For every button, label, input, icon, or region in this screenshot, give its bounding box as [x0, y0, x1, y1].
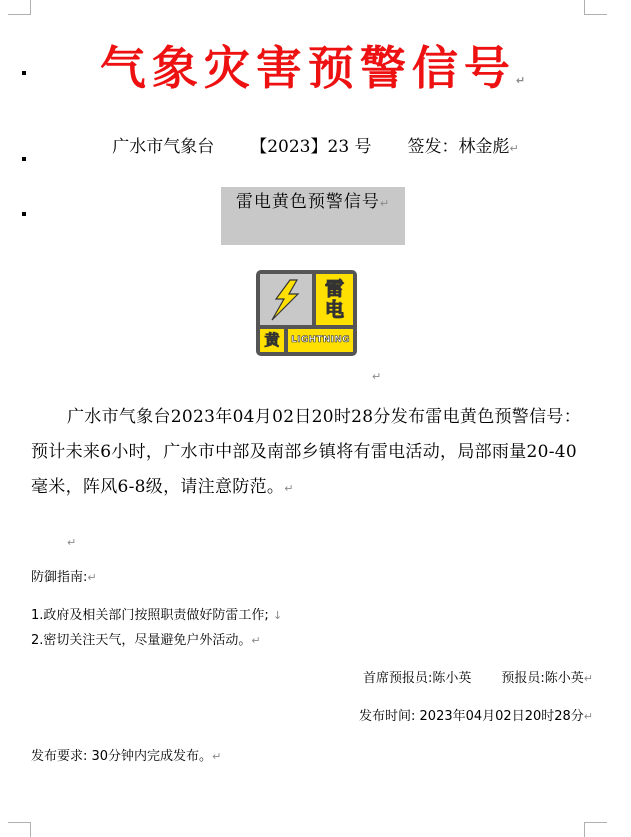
doc-number: 【2023】23 号: [250, 137, 372, 157]
warning-body: 广水市气象台2023年04月02日20时28分发布雷电黄色预警信号：预计未来6小时，广水市中部及南部乡镇将有雷电活动，局部雨量20-40毫米，阵风6-8级，请注意防范。↵: [31, 407, 581, 497]
signal-name-box: 雷电黄色预警信号↵: [221, 187, 405, 245]
issuer: 广水市气象台: [112, 137, 215, 157]
paragraph-mark: ↵: [67, 536, 77, 549]
forecaster: 预报员:陈小英: [501, 671, 584, 686]
page-corner-bottom-right: [584, 822, 607, 837]
signal-chars: 雷 电: [316, 274, 353, 325]
publish-time: 发布时间: 2023年04月02日20时28分↵: [359, 709, 593, 724]
lightning-bolt-icon: [268, 279, 304, 321]
paragraph-bullet: [22, 212, 26, 216]
document-meta-line: 广水市气象台 【2023】23 号 签发：林金彪↵: [112, 137, 519, 157]
publish-requirement: 发布要求: 30分钟内完成发布。↵: [31, 749, 222, 764]
guide-item: 2.密切关注天气，尽量避免户外活动。↵: [31, 633, 261, 648]
page-corner-bottom-left: [8, 822, 31, 837]
page-corner-top-left: [8, 0, 31, 15]
guide-item: 1.政府及相关部门按照职责做好防雷工作; ↓: [31, 608, 283, 623]
forecaster-line: 首席预报员:陈小英 预报员:陈小英↵: [363, 671, 593, 686]
signal-english-label: LIGHTNING: [288, 329, 353, 352]
paragraph-mark: ↵: [372, 370, 382, 383]
guide-title: 防御指南:↵: [31, 570, 97, 585]
page-corner-top-right: [584, 0, 607, 15]
lightning-yellow-warning-icon: [256, 270, 357, 356]
signer: 签发：林金彪: [407, 137, 510, 157]
chief-forecaster: 首席预报员:陈小英: [363, 671, 472, 686]
document-title: 气象灾害预警信号↵: [99, 41, 532, 95]
signal-level-char: 黄: [260, 329, 284, 352]
